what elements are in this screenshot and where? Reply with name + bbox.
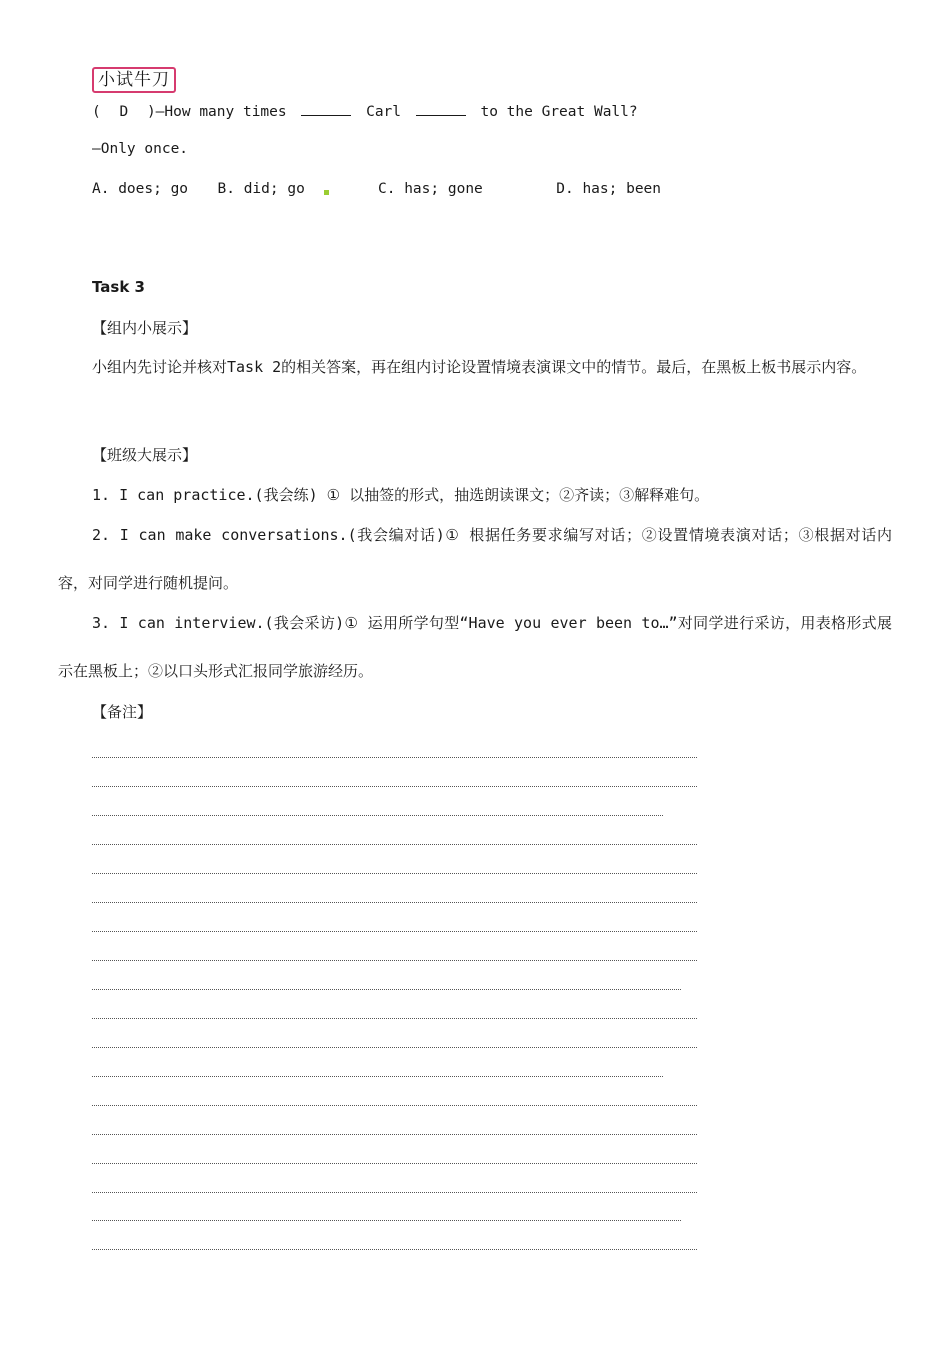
- note-line: [92, 815, 663, 816]
- question-reply: —Only once.: [92, 141, 189, 157]
- note-line: [92, 1134, 697, 1135]
- note-line: [92, 931, 697, 932]
- question-subject: Carl: [366, 104, 402, 120]
- note-line: [92, 902, 697, 903]
- section-label-practice: 小试牛刀: [92, 67, 176, 93]
- note-line: [92, 873, 697, 874]
- note-line: [92, 786, 697, 787]
- class-item-3: 3. I can interview.(我会采访)① 运用所学句型“Have you ever been to…”对同学进行采访，用表格形式展示在黑板上；②以口头形式汇报同学旅游经历。: [58, 614, 892, 680]
- group-heading: 【组内小展示】: [92, 319, 198, 337]
- note-line: [92, 960, 697, 961]
- options-line: [92, 181, 661, 197]
- note-line: [92, 1105, 697, 1106]
- question-open-paren: (: [92, 104, 101, 120]
- note-line: [92, 989, 681, 990]
- class-item-1: 1. I can practice.(我会练) ① 以抽签的形式，抽选朗读课文；②齐读；③解释难句。: [92, 486, 710, 504]
- option-d: D. has; been: [556, 181, 662, 197]
- answer-blank-1: [301, 101, 351, 116]
- question-stem: )—How many times: [146, 104, 287, 120]
- class-item-2: 2. I can make conversations.(我会编对话)① 根据任务要求编写对话；②设置情境表演对话；③根据对话内容，对同学进行随机提问。: [58, 526, 892, 592]
- notes-heading: 【备注】: [92, 703, 153, 721]
- note-line: [92, 1192, 697, 1193]
- group-text: 小组内先讨论并核对Task 2的相关答案，再在组内讨论设置情境表演课文中的情节。最后，在黑板上板书展示内容。: [92, 358, 867, 376]
- option-c: C. has; gone: [378, 181, 483, 197]
- green-dot-icon: [324, 190, 329, 195]
- note-line: [92, 1220, 681, 1221]
- question-line: [92, 101, 638, 120]
- note-line: [92, 1076, 663, 1077]
- option-b: B. did; go: [217, 181, 305, 197]
- class-heading: 【班级大展示】: [92, 446, 198, 464]
- question-tail: to the Great Wall?: [480, 104, 638, 120]
- note-line: [92, 757, 697, 758]
- note-line: [92, 844, 697, 845]
- option-a: A. does; go: [92, 181, 189, 197]
- question-answer: D: [119, 104, 129, 120]
- task-title: Task 3: [92, 278, 145, 296]
- note-line: [92, 1249, 697, 1250]
- note-line: [92, 1163, 697, 1164]
- note-line: [92, 1018, 697, 1019]
- note-line: [92, 1047, 697, 1048]
- answer-blank-2: [416, 101, 466, 116]
